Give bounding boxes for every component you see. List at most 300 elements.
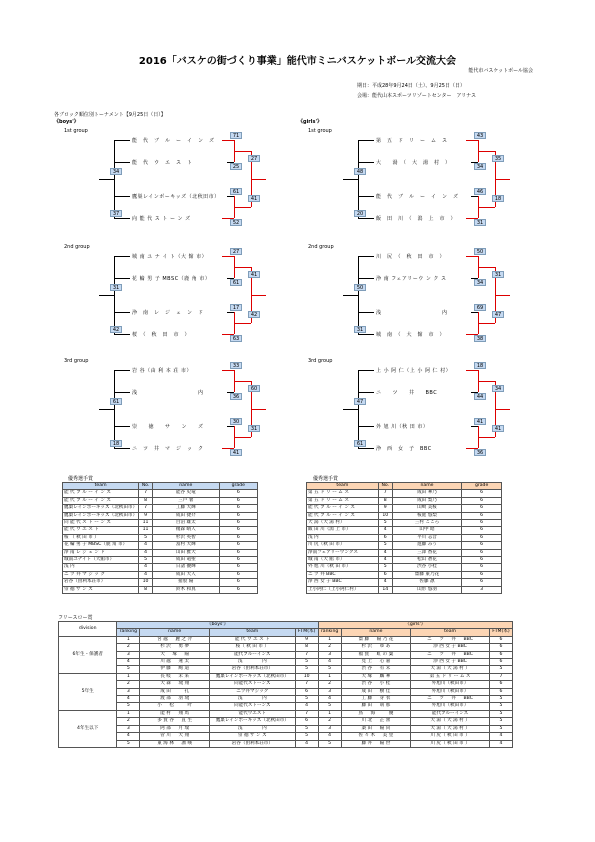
cell: 富村 大輝 [152,542,219,549]
bracket-line [114,140,130,141]
winner-line [251,179,266,180]
winner-line [222,370,234,371]
cell: 7 [295,710,318,717]
score-box: 61 [230,188,242,195]
cell: 8 [139,586,153,593]
header-name: name [392,483,462,490]
winner-line [222,140,234,141]
cell: 4 [378,527,392,534]
cell: 6 [219,490,257,497]
table-row [307,549,502,556]
bracket-line [471,196,478,197]
score-box: 50 [354,284,366,291]
cell: ニ ツ 井 BBC [307,571,379,578]
cell: 能 代 ブ ル ー イ ン ズ [307,505,379,512]
division-cell: 5年生 [59,673,117,710]
cell: 三澤 香花 [392,549,462,556]
cell: 4 [117,659,140,666]
cell: 3 [117,725,140,732]
cell: 能 代 ブ ル ー イ ン ズ [307,512,379,519]
bracket-line [358,370,359,448]
cell: 3 [318,725,341,732]
table-row [59,710,513,717]
winner-line [495,179,510,180]
cell: 6 [462,527,502,534]
table-row [59,666,513,673]
cell: 能代ブルーインズ [210,651,296,658]
score-box: 31 [474,219,486,226]
winner-line [478,437,495,438]
winner-line [466,334,478,335]
cell: 工藤 大輝 [152,505,219,512]
cell: 藤 井 陽 世 [341,740,411,747]
cell: 1 [318,636,341,643]
table-row [59,725,513,732]
table-row [307,512,502,519]
cell: 阿 部 月 瑞 [140,725,210,732]
table-row [307,564,502,571]
score-box: 41 [492,425,504,432]
cell: 6 [378,571,392,578]
table-row [63,497,258,504]
cell: 2 [318,718,341,725]
cell: 3 [462,586,502,593]
winner-line [251,295,266,296]
cell: 6 [462,534,502,541]
cell: 岩谷（由利本荘市） [210,666,296,673]
table-row [63,564,258,571]
cell: 日諸 優輝 [152,564,219,571]
cell: 花 輪 男 子 MBSC（鹿 角 市） [63,542,139,549]
table-row [307,571,502,578]
cell: 川 越 蓮 太 [140,659,210,666]
cell: 5 [295,659,318,666]
bracket-line [343,295,358,296]
table-row [307,520,502,527]
score-box: 41 [474,418,486,425]
winner-line [251,409,266,410]
score-box: 18 [474,362,486,369]
score-box: 37 [110,210,122,217]
team-name: ニ ツ 井 BBC [376,390,438,396]
bracket-line [114,426,130,427]
cell: 5 [318,740,341,747]
team-name: 浄 南 フェアリーウ ン ク ス [376,276,447,282]
cell: 2 [318,681,341,688]
cell: 6 [462,497,502,504]
group-label: 2nd group [64,244,90,250]
table-row [59,718,513,725]
cell: 工 藤 芽 衣 [341,696,411,703]
team-name: 能 代 ウ エ ス ト [132,160,193,166]
table-row [63,512,258,519]
table-row [59,733,513,740]
column-header: team [411,629,490,636]
table-row [63,586,258,593]
cell: 大 森 琉 翔 [140,681,210,688]
cell: 6 [219,571,257,578]
bracket-line [114,312,130,313]
cell: 6 [219,579,257,586]
cell: 9 [295,636,318,643]
cell: 5 [489,703,512,710]
table-row [307,557,502,564]
cell: 能代ウエスト [210,710,296,717]
cell: 桜（ 秋 田 市 ） [210,644,296,651]
cell: 4 [378,549,392,556]
bracket-line [358,334,374,335]
cell: 5 [378,564,392,571]
cell: 川 北 芷 蕾 [341,718,411,725]
girls-header: 《girls'》 [318,622,512,629]
cell: 外旭川（秋田市） [411,703,490,710]
cell: 4 [139,542,153,549]
cell: 5 [489,710,512,717]
team-name: 崇 徳 サ ン ズ [132,424,204,430]
bracket-line [114,448,130,449]
group-label: 3rd group [308,358,333,364]
cell: 能 村 翔 馬 [140,710,210,717]
header-grade: grade [219,483,257,490]
cell: 3 [318,651,341,658]
winner-line [234,207,251,208]
team-name: 能 代 ブ ル ー イ ン ズ [132,138,215,144]
cell: 能谷 史竜 [152,490,219,497]
table-row [307,542,502,549]
cell: 小 松 叶 [140,703,210,710]
group-label: 1st group [308,128,332,134]
team-name: 外 旭 川（秋 田 市） [376,424,429,430]
score-box: 34 [474,163,486,170]
table-row [307,497,502,504]
bracket-line [227,196,234,197]
cell: 能代ブルーインズ [411,710,490,717]
cell: 浄 西 女 子 BBC [411,659,490,666]
cell: 伊 藤 絢 道 [140,666,210,673]
cell: 5 [139,534,153,541]
bracket-line [358,256,374,257]
cell: 8 [378,497,392,504]
cell: 6 [489,688,512,695]
table-row [59,644,513,651]
boys-label: 《boys'》 [54,119,79,125]
cell: 大 湯（ 大 湯 村 ） [411,725,490,732]
cell: 8 [295,644,318,651]
cell: ニ ツ 井 BBC [411,651,490,658]
cell: 藤 田 萌 那 [341,703,411,710]
table-row [63,579,258,586]
cell: 10 [378,512,392,519]
bracket-line [99,409,114,410]
boys-excellent-title: 優秀選手賞 [68,476,94,482]
score-box: 63 [230,335,242,342]
header-No: No. [139,483,153,490]
cell: 桑 田 陽 向 [341,725,411,732]
cell: 浅 内 [210,696,296,703]
cell: 5 [295,725,318,732]
cell: 東 海 林 凛 嘆 [140,740,210,747]
cell: 1 [117,710,140,717]
score-box: 35 [492,155,504,162]
header-No: No. [378,483,392,490]
cell: 成田 梨乃 [392,497,462,504]
score-box: 44 [474,393,486,400]
cell: 浄 西 女 子 BBC [307,579,379,586]
cell: 6 [219,497,257,504]
table-row [59,688,513,695]
cell: 2 [117,718,140,725]
cell: 岩谷（由利本荘市） [63,579,139,586]
cell: 9 [139,512,153,519]
cell: 平川 志音 [392,534,462,541]
bracket-line [358,370,374,371]
score-box: 30 [230,418,242,425]
cell: ニ ツ 井 BBC [411,636,490,643]
cell: 能 代 ブ ル ー イ ン ズ [63,497,139,504]
header-team: team [307,483,379,490]
cell: 浅 内 [210,725,296,732]
bracket-line [114,140,115,218]
score-box: 41 [248,195,260,202]
cell: 5 [489,696,512,703]
cell: 6 [219,564,257,571]
cell: ニ ツ 井 BBC [411,696,490,703]
cell: 外旭川（秋田市） [411,681,490,688]
table-row [307,534,502,541]
bracket-line [358,162,374,163]
table-row [59,659,513,666]
bracket-line [114,256,115,334]
cell: 第 五 ド リ ー ム ス [307,497,379,504]
table-row [63,542,258,549]
cell: 3 [117,688,140,695]
score-box: 48 [354,168,366,175]
cell: 川 尻（ 秋 田 市 ） [411,733,490,740]
winner-line [478,323,495,324]
division-header: division [59,622,117,637]
score-box: 36 [230,393,242,400]
cell: 6 [219,549,257,556]
cell: 11 [139,520,153,527]
cell: 5 [378,520,392,527]
cell: 6 [462,557,502,564]
winner-line [466,140,478,141]
score-box: 36 [474,449,486,456]
bracket-section-title: 各ブロック順位別トーナメント【9月25日（日）】 [54,112,166,118]
cell: 大 湯（ 大 湯 村 ） [411,666,490,673]
page-title: 2016「バスケの街づくり事業」能代市ミニバスケットボール交流大会 [138,56,457,67]
team-name: 川 尻 （ 秋 田 市 ） [376,254,446,260]
cell: 城南ユナイト（大館市） [63,557,139,564]
winner-line [478,207,495,208]
column-header: FTM(本) [295,629,318,636]
winner-line [478,267,495,268]
boys-excellent-table [62,482,258,594]
bracket-line [358,256,359,334]
table-row [63,534,258,541]
cell: 6 [219,512,257,519]
bracket-line [227,426,234,427]
table-row [307,505,502,512]
bracket-line [114,278,130,279]
winner-line [234,381,251,382]
bracket-line [471,312,478,313]
cell: 山中 昭 [392,527,462,534]
team-name: 鷹巣レインボーキッズ（北秋田市） [132,194,220,200]
winner-line [495,409,510,410]
cell: 向能代ストーンズ [210,681,296,688]
cell: 鷹巣レインボーキッズ（北秋田市） [64,512,138,518]
bracket-line [358,278,374,279]
team-name: 花 輪 男 子 MBSC（鹿 角 市） [132,276,211,282]
winner-line [234,323,251,324]
cell: 2 [318,644,341,651]
cell: 4 [139,571,153,578]
cell: 大 湯（大 湯 村） [307,520,379,527]
column-header: ranking [117,629,140,636]
cell: 1 [117,636,140,643]
cell: 4 [378,557,392,564]
cell: 8 [139,497,153,504]
cell: 6 [489,651,512,658]
cell: 7 [295,651,318,658]
cell: 第 五 ド リ ー ム ス [307,490,379,497]
cell: 杉沢 英智 [152,534,219,541]
cell: 第 五 ド リ ー ム ス [411,673,490,680]
winner-line [234,437,251,438]
cell: 大 湯（ 大 湯 村 ） [411,718,490,725]
table-row [307,586,502,593]
girls-excellent-table [306,482,502,594]
cell: 4 [318,733,341,740]
header-grade: grade [462,483,502,490]
table-row [63,490,258,497]
cell: 6 [462,571,502,578]
team-name: 上 小 阿 仁（上 小 阿 仁 村） [376,368,452,374]
cell: 5 [117,703,140,710]
winner-line [222,448,234,449]
cell: 外 旭 川（秋 田 市） [307,564,379,571]
cell: 崇 徳 サ ン ズ [63,586,139,593]
cell: 浅 内 [63,564,139,571]
cell: 渋 谷 有 未 [341,666,411,673]
cell: 成田 大人 [152,571,219,578]
bracket-line [358,140,359,218]
cell: 7 [378,490,392,497]
cell: 佐 々 木 美 里 [341,733,411,740]
cell: 鈴木 和真 [152,586,219,593]
column-header: team [210,629,296,636]
bracket-line [99,295,114,296]
cell: 5 [489,725,512,732]
cell: 1 [318,710,341,717]
cell: 渋谷 小桂 [392,564,462,571]
score-box: 34 [474,279,486,286]
table-row [59,673,513,680]
table-row [59,636,513,643]
bracket-line [358,196,374,197]
table-row [63,557,258,564]
cell: 山崎 美桜 [392,505,462,512]
score-box: 41 [248,271,260,278]
cell: 5 [318,666,341,673]
bracket-line [343,179,358,180]
table-row [307,490,502,497]
score-box: 17 [230,304,242,311]
cell: 飯 田 川（潟 上 市） [307,527,379,534]
winner-line [478,151,495,152]
cell: 大 塚 陽 [140,651,210,658]
cell: 浅 内 [307,534,379,541]
cell: 渋 谷 小 桂 [341,681,411,688]
cell: 6 [462,490,502,497]
header-team: team [63,483,139,490]
cell: 2 [117,681,140,688]
table-row [63,549,258,556]
team-name: 浅 内 [132,390,204,396]
cell: 6 [462,579,502,586]
cell: 4 [489,733,512,740]
score-box: 43 [474,132,486,139]
score-box: 46 [474,188,486,195]
cell: 菅 川 大 翔 [140,733,210,740]
score-box: 25 [230,163,242,170]
division-cell: 6年生・保護者 [59,636,117,673]
cell: 6 [489,636,512,643]
cell: 5 [489,718,512,725]
cell: 見 上 心 嘉 [341,659,411,666]
cell: 宮 越 麗 之 介 [140,636,210,643]
score-box: 34 [110,168,122,175]
cell: 6 [219,527,257,534]
cell: 4 [489,740,512,747]
bracket-line [343,409,358,410]
score-box: 61 [110,398,122,405]
score-box: 31 [492,271,504,278]
bracket-line [358,448,374,449]
team-name: 浅 内 [376,310,448,316]
cell: 浅 内 [210,659,296,666]
cell: 4 [295,703,318,710]
winner-line [466,370,478,371]
group-label: 2nd group [308,244,334,250]
winner-line [222,256,234,257]
cell: 1 [117,673,140,680]
cell: 4 [117,696,140,703]
cell: 4 [318,696,341,703]
group-label: 3rd group [64,358,89,364]
cell: 齋藤 東乃花 [392,571,462,578]
cell: 浄南フェアリーウンクス [307,549,379,556]
cell: 山田 雅大 [152,549,219,556]
bracket-line [471,426,478,427]
table-row [63,520,258,527]
cell: 5 [295,696,318,703]
cell: 4 [139,549,153,556]
cell: 1 [318,673,341,680]
girls-excellent-title: 優秀選手賞 [313,476,339,482]
cell: 14 [378,586,392,593]
bracket-line [114,196,130,197]
team-name: 城 南 （ 大 館 市 ） [376,332,446,338]
score-box: 27 [230,248,242,255]
bracket-line [114,392,130,393]
cell: 4 [318,659,341,666]
cell: 向 能 代 ス ト ー ン ズ [63,520,139,527]
cell: 上小阿仁（上小阿仁村） [307,586,379,593]
score-box: 31 [248,425,260,432]
cell: 杉 沢 ゆ あ [341,644,411,651]
